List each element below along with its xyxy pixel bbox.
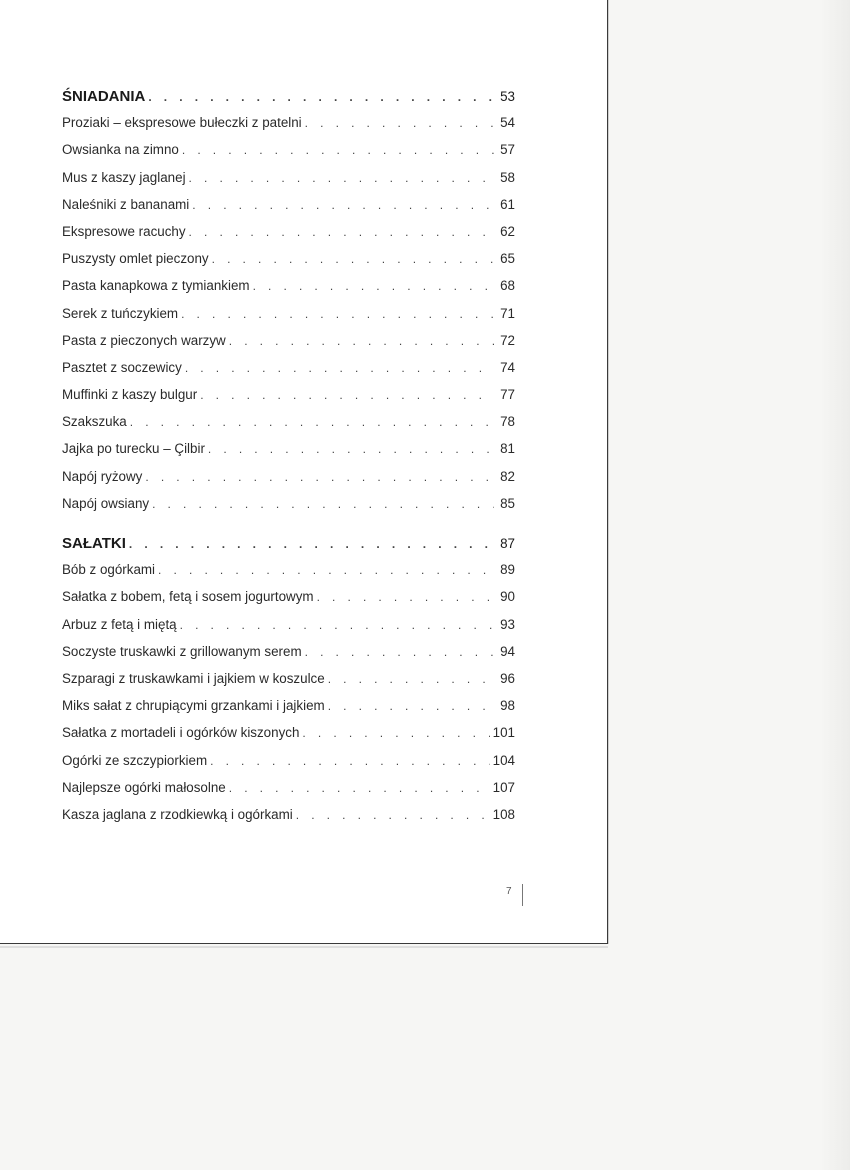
toc-entry-page: 62: [500, 223, 515, 239]
dot-leader: [328, 672, 494, 686]
dot-leader: [182, 143, 494, 157]
toc-entry-title: Bób z ogórkami: [62, 562, 156, 578]
toc-entry-title: Naleśniki z bananami: [62, 196, 190, 212]
toc-entry: [62, 333, 515, 360]
toc-entry-title: Sałatka z mortadeli i ogórków kiszonych: [62, 725, 300, 741]
toc-entry: [62, 251, 515, 278]
toc-entry-page: 77: [500, 387, 515, 403]
toc-entry-page: 81: [500, 441, 515, 457]
toc-entry-page: 101: [492, 725, 515, 741]
toc-entry-title: Ekspresowe racuchy: [62, 223, 186, 239]
table-of-contents: [62, 88, 515, 846]
toc-entry-title: Mus z kaszy jaglanej: [62, 169, 186, 185]
toc-entry-title: Pasta kanapkowa z tymiankiem: [62, 278, 250, 294]
toc-entry-page: 89: [500, 562, 515, 578]
toc-entry-page: 65: [500, 251, 515, 267]
dot-leader: [130, 415, 494, 429]
section-heading-title: ŚNIADANIA: [62, 88, 146, 105]
dot-leader: [158, 563, 494, 577]
toc-entry-page: 57: [500, 142, 515, 158]
toc-entry: [62, 698, 515, 725]
toc-entry-page: 104: [492, 752, 515, 768]
toc-entry-title: Napój ryżowy: [62, 468, 143, 484]
toc-entry: [62, 725, 515, 752]
toc-entry: [62, 753, 515, 780]
dot-leader: [189, 171, 494, 185]
toc-entry: [62, 414, 515, 441]
toc-entry-page: 72: [500, 332, 515, 348]
toc-entry: [62, 142, 515, 169]
toc-entry-title: Ogórki ze szczypiorkiem: [62, 752, 208, 768]
dot-leader: [212, 252, 494, 266]
toc-entry-page: 54: [500, 115, 515, 131]
dot-leader: [317, 590, 494, 604]
toc-entry-page: 74: [500, 359, 515, 375]
toc-entry-page: 90: [500, 589, 515, 605]
toc-entry-title: Muffinki z kaszy bulgur: [62, 387, 198, 403]
toc-entry-title: Owsianka na zimno: [62, 142, 179, 158]
toc-entry: [62, 224, 515, 251]
toc-entry-page: 58: [500, 169, 515, 185]
toc-entry: [62, 780, 515, 807]
toc-entry-page: 108: [492, 806, 515, 822]
toc-entry-title: Szparagi z truskawkami i jajkiem w koszulce: [62, 670, 325, 686]
dot-leader: [229, 334, 494, 348]
toc-entry-title: Najlepsze ogórki małosolne: [62, 779, 226, 795]
toc-entry: [62, 278, 515, 305]
dot-leader: [305, 645, 494, 659]
dot-leader: [145, 470, 494, 484]
toc-entry-page: 85: [500, 495, 515, 511]
toc-entry: [62, 589, 515, 616]
toc-section: [62, 88, 515, 523]
toc-entry-page: 68: [500, 278, 515, 294]
dot-leader: [152, 497, 494, 511]
toc-entry: [62, 562, 515, 589]
toc-entry: [62, 115, 515, 142]
dot-leader: [208, 442, 494, 456]
toc-entry-title: Jajka po turecku – Çilbir: [62, 441, 205, 457]
toc-entry-page: 82: [500, 468, 515, 484]
toc-entry: [62, 496, 515, 523]
toc-entry: [62, 644, 515, 671]
dot-leader: [129, 537, 494, 551]
toc-entry: [62, 170, 515, 197]
dot-leader: [328, 699, 494, 713]
dot-leader: [253, 279, 494, 293]
page-number-rule: [522, 884, 523, 906]
toc-entry-page: 71: [500, 305, 515, 321]
toc-entry: [62, 360, 515, 387]
toc-entry-title: Serek z tuńczykiem: [62, 305, 179, 321]
toc-entry-page: 98: [500, 698, 515, 714]
toc-entry-title: Soczyste truskawki z grillowanym serem: [62, 643, 302, 659]
dot-leader: [229, 781, 490, 795]
toc-entry-title: Arbuz z fetą i miętą: [62, 616, 177, 632]
section-heading: [62, 535, 515, 562]
toc-entry-page: 94: [500, 643, 515, 659]
toc-entry: [62, 387, 515, 414]
dot-leader: [296, 808, 490, 822]
toc-entry-title: Kasza jaglana z rzodkiewką i ogórkami: [62, 806, 293, 822]
toc-entry: [62, 807, 515, 834]
dot-leader: [181, 307, 494, 321]
section-heading-page: 87: [500, 536, 515, 551]
toc-entry-title: Szakszuka: [62, 414, 127, 430]
toc-entry-page: 61: [500, 196, 515, 212]
scan-fold: [0, 946, 608, 948]
toc-section: [62, 535, 515, 834]
toc-entry-title: Sałatka z bobem, fetą i sosem jogurtowym: [62, 589, 314, 605]
scan-margin: [820, 0, 850, 1170]
section-heading-page: 53: [500, 89, 515, 104]
toc-entry-title: Pasta z pieczonych warzyw: [62, 332, 226, 348]
toc-entry-title: Puszysty omlet pieczony: [62, 251, 209, 267]
dot-leader: [185, 361, 494, 375]
toc-entry: [62, 441, 515, 468]
dot-leader: [148, 90, 494, 104]
toc-entry: [62, 197, 515, 224]
toc-entry: [62, 617, 515, 644]
dot-leader: [180, 618, 494, 632]
section-heading: [62, 88, 515, 115]
toc-entry-page: 93: [500, 616, 515, 632]
dot-leader: [210, 754, 490, 768]
toc-entry-page: 78: [500, 414, 515, 430]
toc-entry-title: Miks sałat z chrupiącymi grzankami i jajkiem: [62, 698, 325, 714]
dot-leader: [189, 225, 494, 239]
toc-entry: [62, 671, 515, 698]
toc-entry: [62, 469, 515, 496]
dot-leader: [302, 726, 489, 740]
toc-entry-title: Proziaki – ekspresowe bułeczki z patelni: [62, 115, 302, 131]
dot-leader: [200, 388, 494, 402]
page-number: 7: [506, 886, 512, 897]
section-heading-title: SAŁATKI: [62, 535, 126, 552]
dot-leader: [192, 198, 494, 212]
toc-entry: [62, 306, 515, 333]
toc-entry-title: Napój owsiany: [62, 495, 150, 511]
toc-entry-page: 107: [492, 779, 515, 795]
toc-entry-title: Pasztet z soczewicy: [62, 359, 182, 375]
scan-edge: [608, 0, 609, 944]
toc-entry-page: 96: [500, 670, 515, 686]
dot-leader: [305, 116, 494, 130]
